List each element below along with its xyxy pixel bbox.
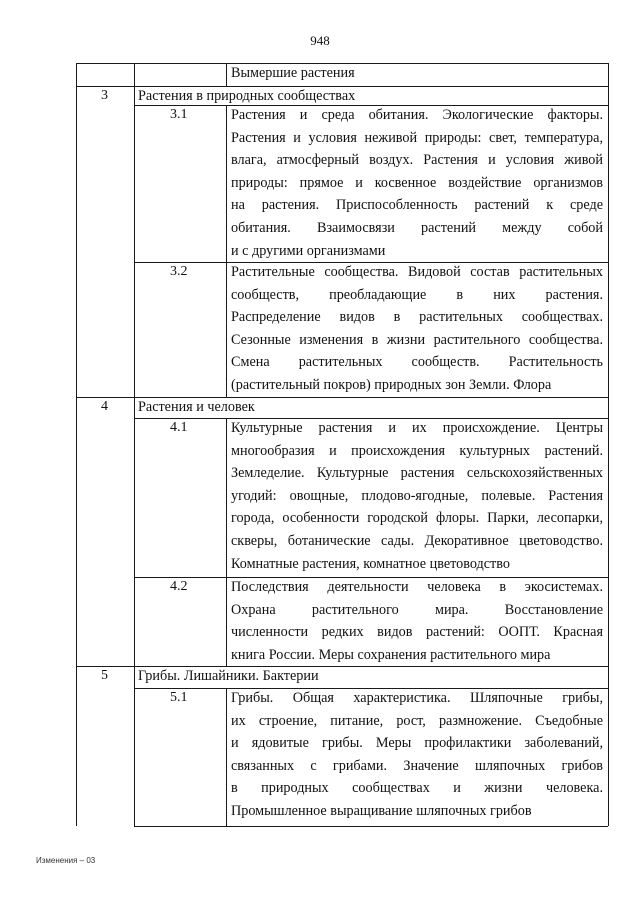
page-number: 948 — [310, 33, 330, 48]
content-line: Растения и условия неживой природы: свет, температура, — [231, 129, 603, 146]
content-line: на растения. Приспособленность растений к среде — [231, 197, 603, 214]
footer-revision: Изменения – 03 — [36, 856, 96, 865]
content-line: в природных сообществах и жизни человека. — [231, 780, 603, 797]
content-line: многообразия и происхождения культурных растений. — [231, 442, 603, 459]
column-divider-1 — [134, 262, 135, 397]
content-line: (растительный покров) природных зон Земли. Флора — [231, 377, 552, 393]
section-number: 3 — [101, 88, 108, 103]
content-line: города, особенности городской флоры. Парки, лесопарки, — [231, 510, 603, 527]
section-divider — [134, 397, 135, 418]
content-line: Растительные сообщества. Видовой состав растительных — [231, 264, 603, 280]
section-title: Растения и человек — [138, 399, 255, 415]
content-line: Земледелие. Культурные растения сельскохозяйственных — [231, 465, 603, 482]
content-line: и с другими организмами — [231, 242, 386, 259]
content-line: связанных с грибами. Значение шляпочных грибов — [231, 757, 603, 774]
content-line: сообществ, преобладающие в них растения. — [231, 286, 603, 303]
content-line: природы: прямое и косвенное воздействие организмов — [231, 174, 603, 191]
section-divider — [134, 666, 135, 688]
section-number: 4 — [101, 399, 108, 414]
content-line: численности редких видов растений: ООПТ. Красная — [231, 624, 603, 641]
content-line: скверы, ботанические сады. Декоративное цветоводство. — [231, 533, 603, 549]
content-line: угодий: овощные, плодово-ягодные, полевые. Растения — [231, 487, 603, 504]
content-line: Культурные растения и их происхождение. Центры — [231, 420, 603, 436]
content-line: Растения и среда обитания. Экологические факторы. — [231, 107, 603, 123]
content-line: Грибы. Общая характеристика. Шляпочные грибы, — [231, 690, 603, 706]
column-divider-2 — [226, 577, 227, 666]
column-divider-1 — [134, 577, 135, 666]
subsection-number: 4.2 — [170, 579, 188, 594]
content-line: Смена растительных сообществ. Растительность — [231, 354, 603, 371]
subsection-number: 5.1 — [170, 690, 188, 705]
subsection-number: 3.1 — [170, 107, 188, 122]
column-divider-1 — [134, 688, 135, 826]
column-divider-2 — [226, 418, 227, 577]
content-line: Промышленное выращивание шляпочных грибов — [231, 803, 532, 819]
column-divider-2 — [226, 262, 227, 397]
column-divider-2 — [226, 105, 227, 262]
column-divider-2 — [226, 63, 227, 86]
column-divider-1 — [134, 418, 135, 577]
section-title: Растения в природных сообществах — [138, 88, 356, 104]
content-line: Распределение видов в растительных сообществах. — [231, 309, 603, 326]
column-divider-1 — [134, 105, 135, 262]
subsection-number: 4.1 — [170, 420, 188, 435]
content-line: Комнатные растения, комнатное цветоводство — [231, 555, 510, 572]
column-divider-2 — [226, 688, 227, 826]
content-line: Сезонные изменения в жизни растительного сообщества. — [231, 331, 603, 348]
content-line: Охрана растительного мира. Восстановление — [231, 601, 603, 618]
section-divider — [134, 86, 135, 105]
table-border-right — [608, 63, 609, 826]
content-line: влага, атмосферный воздух. Растения и условия живой — [231, 152, 603, 169]
table-border-left — [76, 63, 77, 826]
section-title: Грибы. Лишайники. Бактерии — [138, 668, 319, 684]
content-line: и ядовитые грибы. Меры профилактики заболеваний, — [231, 735, 603, 752]
section-number: 5 — [101, 668, 108, 683]
content-line: Последствия деятельности человека в экосистемах. — [231, 579, 603, 595]
column-divider-1 — [134, 63, 135, 86]
subsection-number: 3.2 — [170, 264, 188, 279]
content-line: книга России. Меры сохранения растительного мира — [231, 646, 551, 663]
content-line: Вымершие растения — [231, 65, 355, 81]
table-bottom-rule — [134, 826, 608, 827]
content-line: обитания. Взаимосвязи растений между собой — [231, 220, 603, 236]
content-line: их строение, питание, рост, размножение. Съедобные — [231, 712, 603, 729]
